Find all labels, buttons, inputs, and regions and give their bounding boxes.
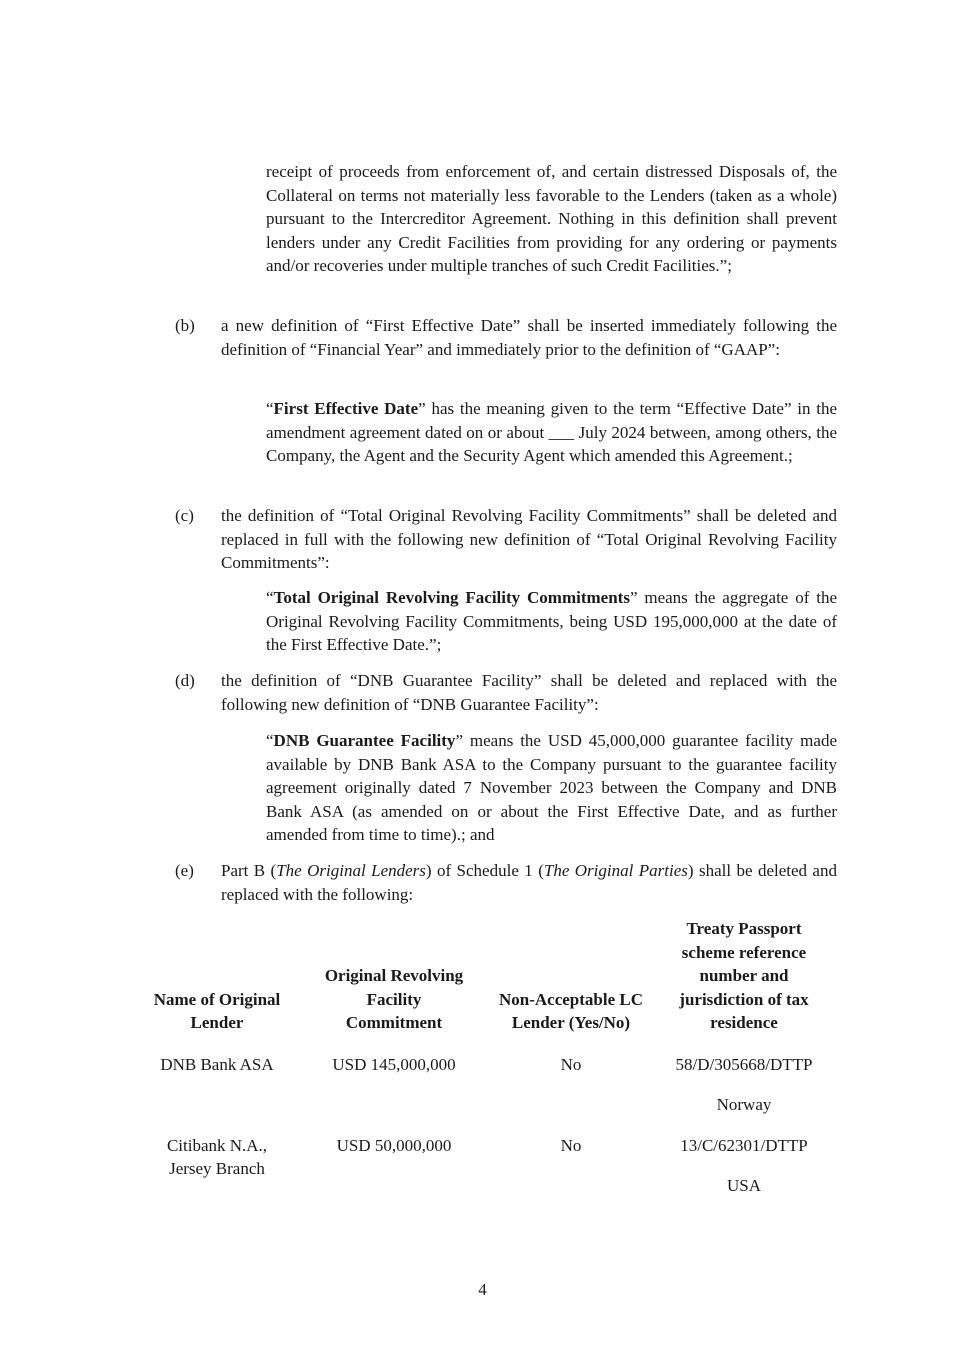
commitment-cell: USD 145,000,000 — [332, 1054, 456, 1074]
lender-name-cell: DNB Bank ASA — [160, 1054, 274, 1074]
item-text-c: the definition of “Total Original Revolving Facility Commitments” shall be deleted and replaced in full with the following new definition of “Total Original Revolving Facility Commitments”: — [221, 506, 837, 572]
item-label-e: (e) — [175, 861, 194, 880]
table-header-cell: Treaty Passport scheme reference number and jurisdiction of tax residence — [679, 919, 809, 1032]
def-body: ” has the meaning given to the term “Effective Date” in the amendment agreement dated on or about ___ July 2024 between, among others, the Company, the Agent and the Security Agent which amended this Agreement.; — [266, 399, 837, 465]
definition-total-original-revolving — [266, 586, 837, 657]
item-e-italic-1: The Original Lenders — [276, 861, 426, 880]
lender-name-cell: Citibank N.A., Jersey Branch — [166, 1135, 268, 1178]
table-header-cell: Name of Original Lender — [153, 989, 281, 1032]
page-number: 4 — [478, 1280, 487, 1299]
passport-reference: 13/C/62301/DTTP — [680, 1135, 808, 1155]
item-e-text-2: ) of Schedule 1 ( — [425, 861, 544, 880]
definition-dnb-guarantee-facility — [266, 729, 837, 847]
table-header-row — [132, 917, 832, 1053]
tax-jurisdiction: Norway — [716, 1095, 772, 1114]
passport-cell — [656, 1134, 832, 1198]
table-header-cell: Original Revolving Facility Commitment — [324, 966, 464, 1032]
def-open-quote: “ — [266, 399, 274, 418]
original-lenders-table — [132, 917, 832, 1198]
item-e-italic-2: The Original Parties — [543, 861, 688, 880]
def-term-first-effective-date: First Effective Date — [273, 399, 419, 418]
item-text-d: the definition of “DNB Guarantee Facility” shall be deleted and replaced with the following new definition of “DNB Guarantee Facility”: — [221, 671, 837, 714]
def-term-dnb-guarantee-facility: DNB Guarantee Facility — [273, 731, 456, 750]
continuation-paragraph: receipt of proceeds from enforcement of, and certain distressed Disposals of, the Collateral on terms not materially less favorable to the Lenders (taken as a whole) pursuant to the Intercreditor Agreement. Nothing in this definition shall prevent lenders under any Credit Facilities from providing for any ordering or payments and/or recoveries under multiple tranches of such Credit Facilities.”; — [266, 162, 837, 275]
def-term-total-original-revolving: Total Original Revolving Facility Commitments — [273, 588, 630, 607]
item-label-b: (b) — [175, 316, 195, 335]
table-row — [132, 1134, 832, 1198]
def-open-quote: “ — [266, 731, 274, 750]
item-text-e — [221, 859, 837, 906]
passport-cell — [656, 1053, 832, 1134]
table-row — [132, 1053, 832, 1134]
passport-reference: 58/D/305668/DTTP — [675, 1054, 813, 1074]
item-label-c: (c) — [175, 506, 194, 525]
def-body: ” means the aggregate of the Original Revolving Facility Commitments, being USD 195,000,000 at the date of the First Effective Date.”; — [266, 588, 837, 654]
item-text-b: a new definition of “First Effective Date” shall be inserted immediately following the definition of “Financial Year” and immediately prior to the definition of “GAAP”: — [221, 316, 837, 359]
item-label-d: (d) — [175, 671, 195, 690]
def-body: ” means the USD 45,000,000 guarantee facility made available by DNB Bank ASA to the Company pursuant to the guarantee facility agreement originally dated 7 November 2023 between the Company and DNB Bank ASA (as amended on or about the First Effective Date, and as further amended from time to time).; and — [266, 731, 837, 844]
definition-first-effective-date — [266, 397, 837, 468]
table-header-cell: Non-Acceptable LC Lender (Yes/No) — [498, 989, 643, 1032]
item-e-text-1: Part B ( — [221, 861, 277, 880]
non-acceptable-cell: No — [560, 1054, 582, 1074]
def-open-quote: “ — [266, 588, 274, 607]
tax-jurisdiction: USA — [726, 1176, 761, 1195]
commitment-cell: USD 50,000,000 — [336, 1135, 452, 1155]
non-acceptable-cell: No — [560, 1135, 582, 1155]
item-e-text-3: ) shall be deleted and replaced with the following: — [221, 861, 837, 904]
